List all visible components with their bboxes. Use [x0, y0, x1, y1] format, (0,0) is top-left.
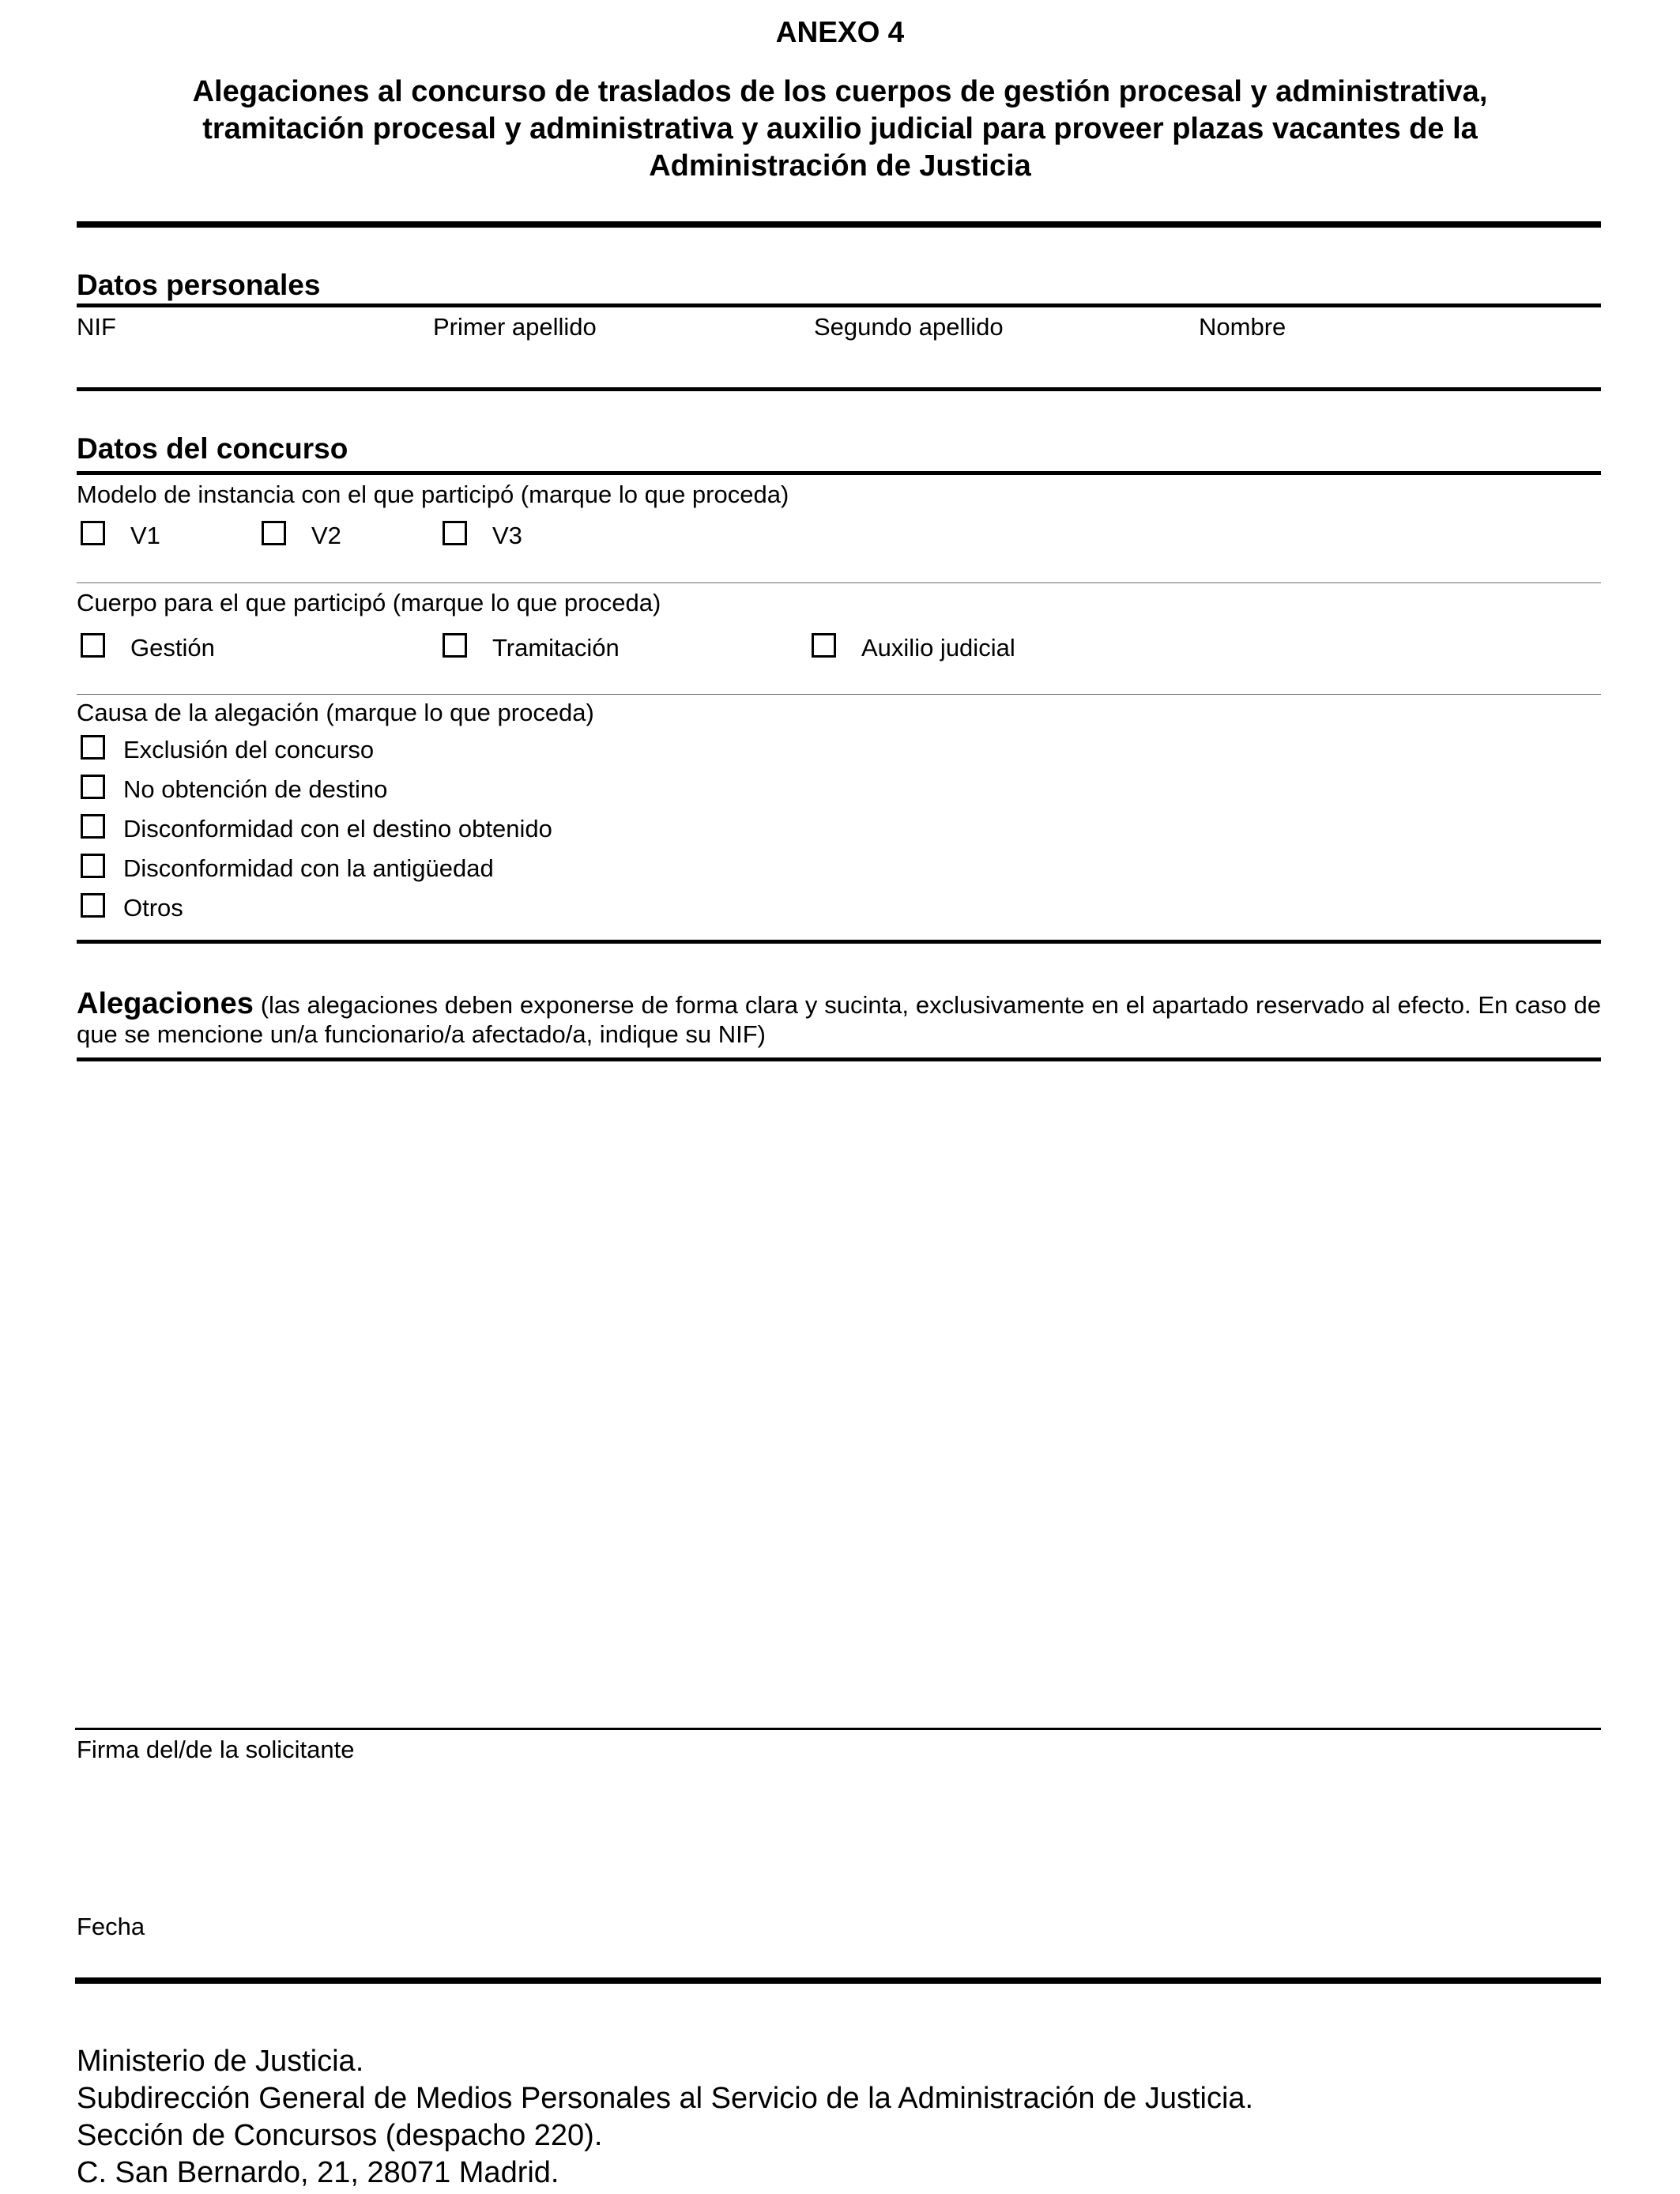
form-title: Alegaciones al concurso de traslados de los cuerpos de gestión procesal y administrativa, tramitación procesal y administrativa y auxilio judicial para proveer plazas vacantes de la Administración de Justicia	[192, 75, 1488, 183]
option-v2-label: V2	[311, 522, 341, 549]
signature-line	[75, 1728, 1601, 1730]
option-tramitacion-label: Tramitación	[492, 634, 620, 662]
option-auxilio-judicial-label: Auxilio judicial	[861, 634, 1015, 662]
footer-line: Subdirección General de Medios Personales al Servicio de la Administración de Justicia.	[77, 2082, 1254, 2115]
checkbox-gestion[interactable]	[81, 633, 105, 658]
option-gestion-label: Gestión	[130, 634, 215, 662]
footer-line: C. San Bernardo, 21, 28071 Madrid.	[77, 2156, 559, 2189]
divider	[77, 694, 1601, 695]
divider	[75, 1977, 1601, 1984]
cause-disconformidad-destino-label: Disconformidad con el destino obtenido	[123, 815, 552, 843]
checkbox-exclusion[interactable]	[81, 735, 105, 760]
allegations-header	[77, 987, 1601, 1049]
checkbox-v3[interactable]	[443, 521, 467, 545]
allegations-heading: Alegaciones	[77, 987, 254, 1020]
checkbox-v2[interactable]	[262, 521, 286, 545]
checkbox-tramitacion[interactable]	[443, 633, 467, 658]
signature-field[interactable]	[77, 1764, 1601, 1906]
divider	[77, 582, 1601, 583]
divider	[77, 940, 1601, 944]
divider	[77, 387, 1601, 391]
footer-address	[77, 2043, 1253, 2192]
name-label: Nombre	[1199, 313, 1286, 341]
footer-line: Sección de Concursos (despacho 220).	[77, 2119, 603, 2152]
signature-label: Firma del/de la solicitante	[77, 1736, 355, 1763]
personal-data-heading: Datos personales	[77, 269, 321, 301]
first-surname-label: Primer apellido	[433, 313, 597, 341]
cause-disconformidad-antiguedad-label: Disconformidad con la antigüedad	[123, 854, 494, 882]
checkbox-auxilio-judicial[interactable]	[812, 633, 836, 658]
divider	[77, 471, 1601, 475]
checkbox-v1[interactable]	[81, 521, 105, 545]
nif-label: NIF	[77, 313, 116, 341]
checkbox-no-destino[interactable]	[81, 775, 105, 799]
cause-no-destino-label: No obtención de destino	[123, 775, 388, 803]
allegations-text-area[interactable]	[77, 1067, 1601, 1723]
cause-exclusion-label: Exclusión del concurso	[123, 736, 375, 763]
annex-label: ANEXO 4	[775, 16, 905, 48]
divider	[77, 1057, 1601, 1061]
cause-question: Causa de la alegación (marque lo que proceda)	[77, 699, 594, 726]
date-field[interactable]	[77, 1944, 1601, 1976]
second-surname-label: Segundo apellido	[814, 313, 1004, 341]
model-question: Modelo de instancia con el que participó (marque lo que proceda)	[77, 481, 789, 508]
option-v1-label: V1	[130, 522, 160, 549]
body-question: Cuerpo para el que participó (marque lo que proceda)	[77, 589, 661, 616]
date-label: Fecha	[77, 1913, 145, 1940]
footer-line: Ministerio de Justicia.	[77, 2045, 364, 2078]
allegations-note: (las alegaciones deben exponerse de forma clara y sucinta, exclusivamente en el apartado reservado al efecto. En caso de que se mencione un/a funcionario/a afectado/a, indique su NIF)	[77, 991, 1601, 1048]
divider	[77, 303, 1601, 307]
checkbox-disconformidad-antiguedad[interactable]	[81, 854, 105, 878]
checkbox-otros[interactable]	[81, 893, 105, 918]
option-v3-label: V3	[492, 522, 522, 549]
contest-data-heading: Datos del concurso	[77, 432, 348, 465]
cause-otros-label: Otros	[123, 894, 183, 922]
checkbox-disconformidad-destino[interactable]	[81, 814, 105, 839]
divider	[77, 221, 1601, 228]
